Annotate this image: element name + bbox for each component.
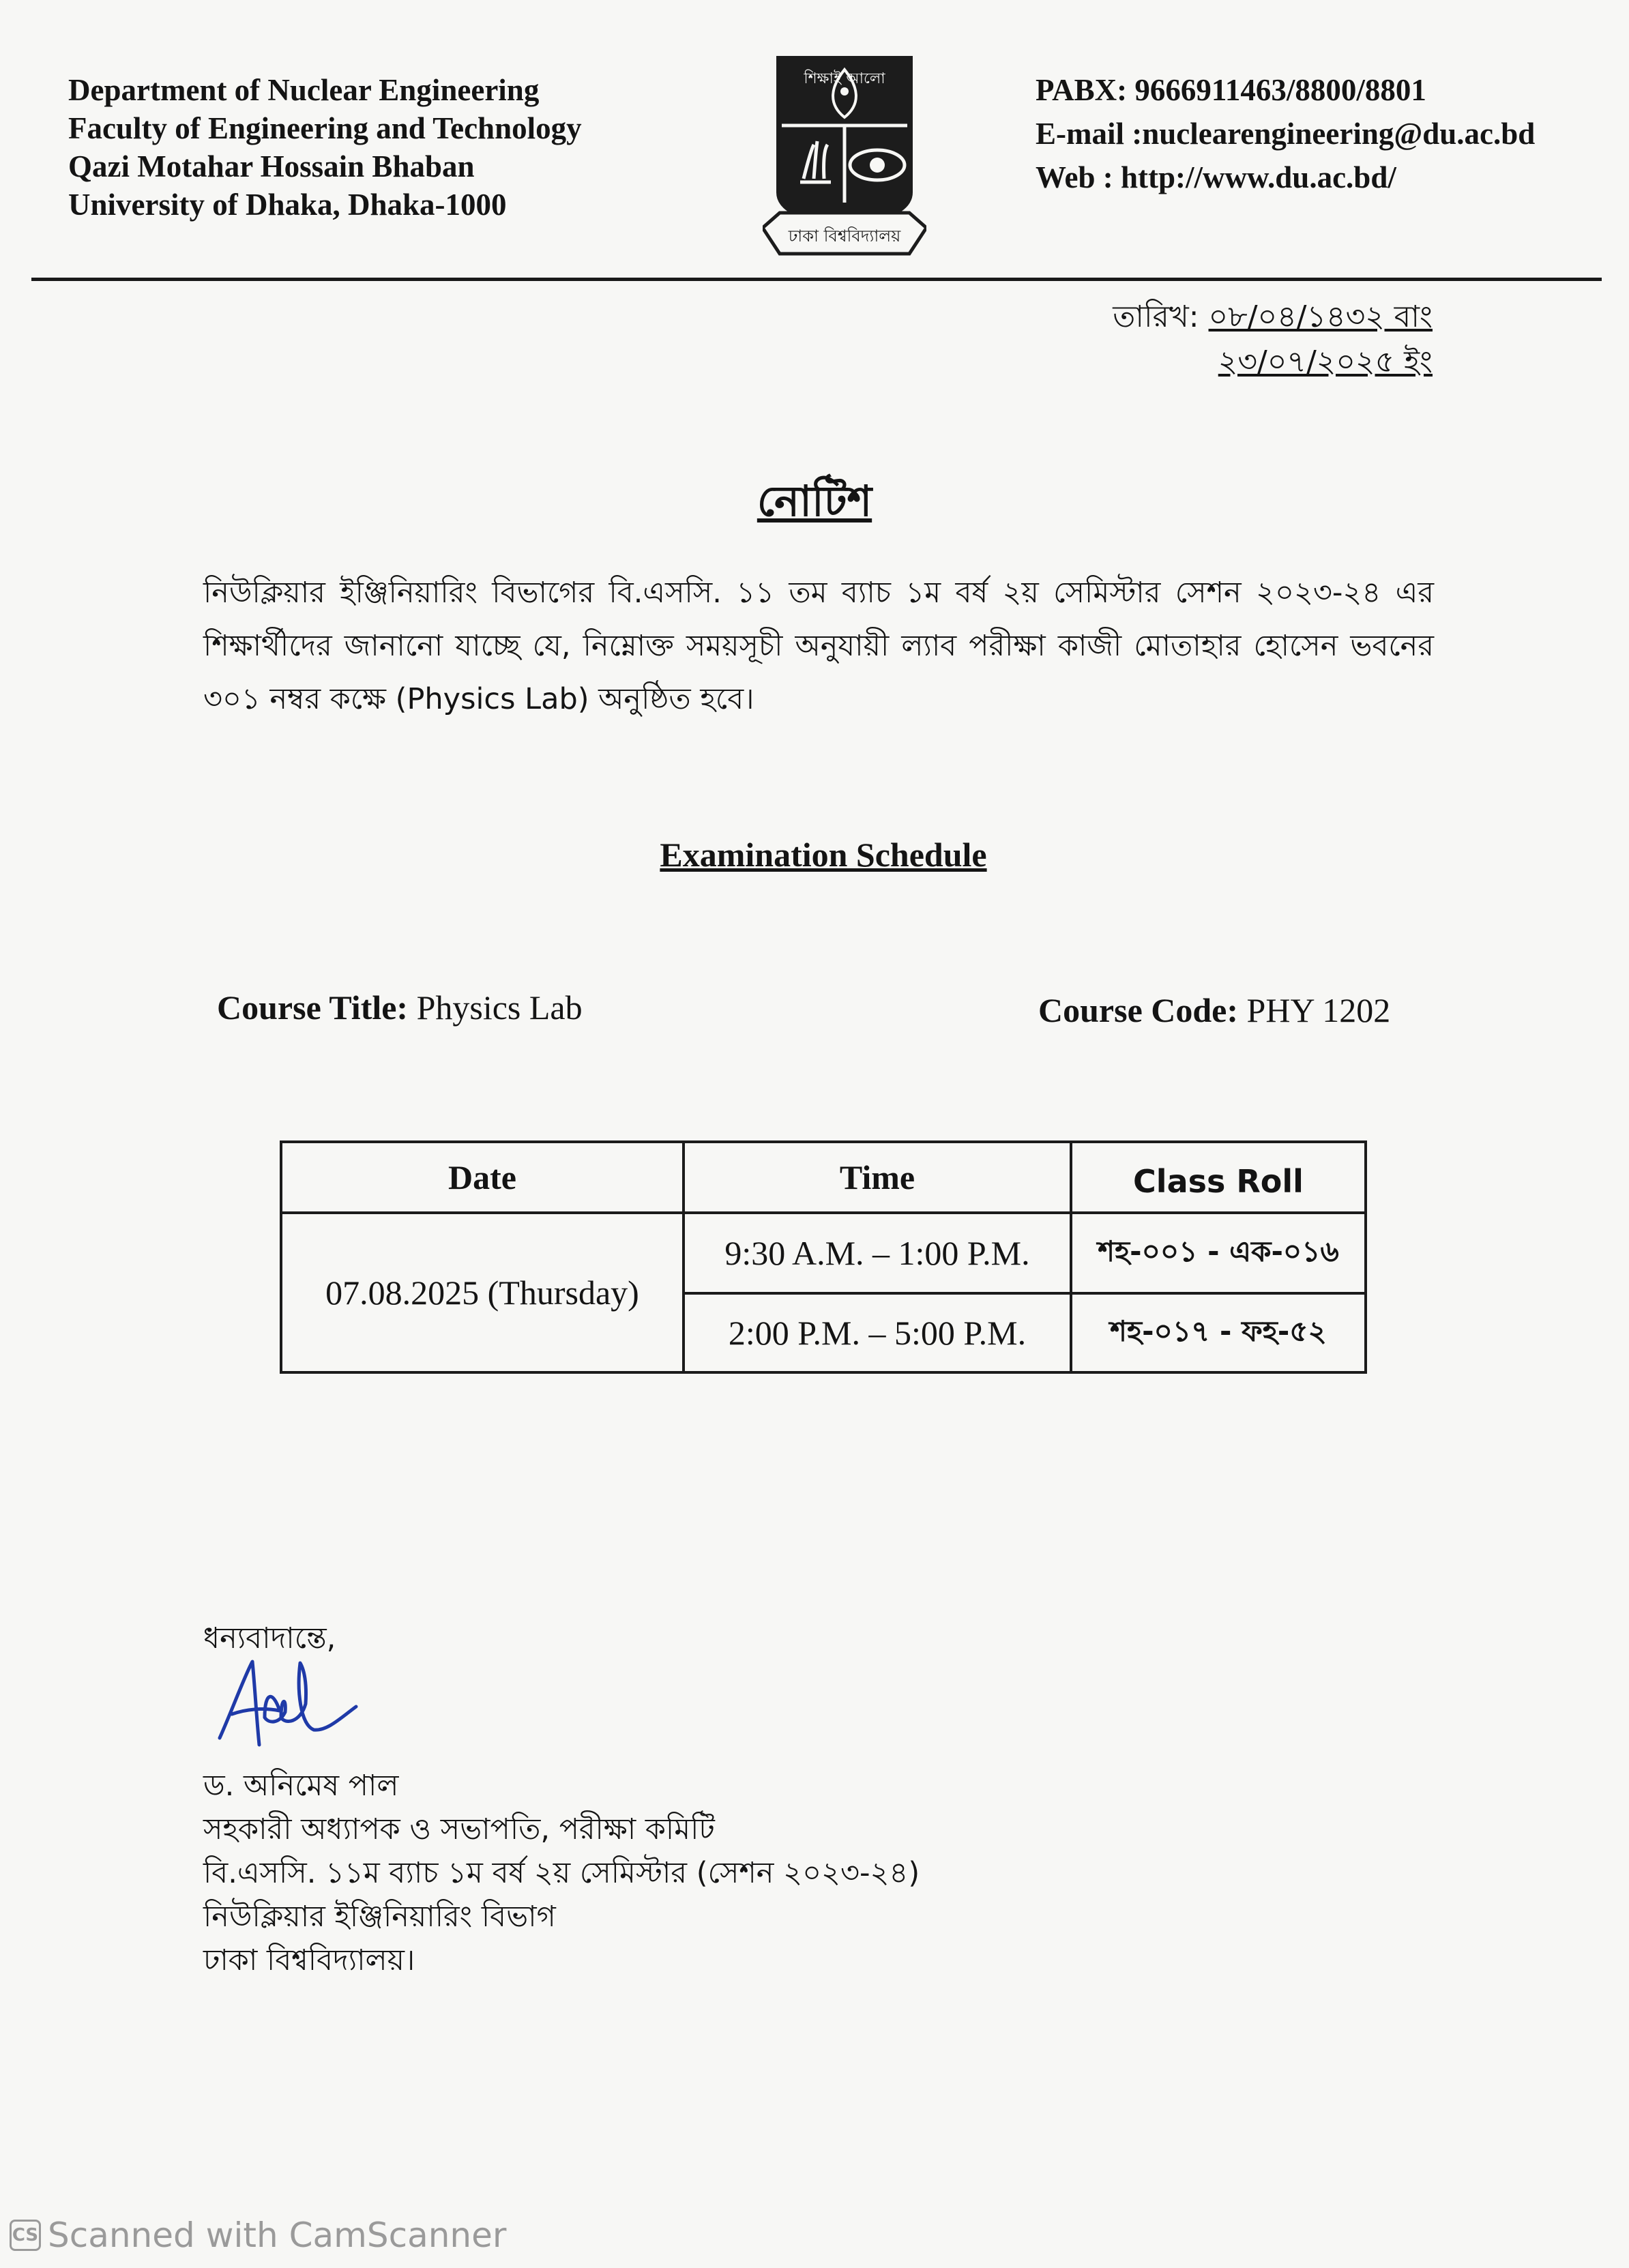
- signatory-designation: সহকারী অধ্যাপক ও সভাপতি, পরীক্ষা কমিটি: [203, 1812, 715, 1846]
- course-title-label: Course Title:: [217, 988, 409, 1027]
- closing-greeting: ধন্যবাদান্তে,: [203, 1621, 336, 1655]
- camscanner-watermark: [10, 2215, 506, 2255]
- header-divider: [31, 278, 1602, 281]
- crest-motto: শিক্ষাই আলো: [804, 70, 885, 87]
- exam-schedule-table: [280, 1140, 1367, 1374]
- roll-range-1: শহ-০০১ - এক-০১৬: [1098, 1234, 1339, 1268]
- department-line: Department of Nuclear Engineering: [68, 73, 540, 107]
- web-line: Web : http://www.du.ac.bd/: [1036, 160, 1396, 194]
- course-title: [217, 988, 583, 1027]
- building-line: Qazi Motahar Hossain Bhaban: [68, 149, 475, 183]
- signatory-block: [203, 1764, 920, 1982]
- university-crest-logo: [763, 49, 926, 261]
- signatory-university: ঢাকা বিশ্ববিদ্যালয়।: [203, 1943, 415, 1977]
- course-title-value: Physics Lab: [408, 988, 583, 1027]
- date-english: ২৩/০৭/২০২৫ ইং: [1218, 344, 1433, 379]
- department-address: [68, 71, 582, 224]
- course-code-value: PHY 1202: [1238, 991, 1391, 1029]
- notice-date: [1113, 295, 1433, 385]
- handwritten-signature: [205, 1649, 368, 1758]
- date-bangla: ০৮/০৪/১৪৩২ বাং: [1208, 299, 1433, 334]
- camscanner-logo-icon: CS: [10, 2220, 41, 2251]
- course-code-label: Course Code:: [1038, 991, 1239, 1029]
- contact-info: [1036, 68, 1535, 199]
- faculty-line: Faculty of Engineering and Technology: [68, 111, 582, 145]
- notice-body: নিউক্লিয়ার ইঞ্জিনিয়ারিং বিভাগের বি.এসসি. ১১ তম ব্যাচ ১ম বর্ষ ২য় সেমিস্টার সেশন ২০২৩-২৪ এর শিক্ষার্থীদের জানানো যাচ্ছে যে, নিম্নোক্ত সময়সূচী অনুযায়ী ল্যাব পরীক্ষা কাজী মোতাহার হোসেন ভবনের ৩০১ নম্বর কক্ষে (Physics Lab) অনুষ্ঠিত হবে।: [203, 576, 1434, 716]
- course-code: [1038, 990, 1390, 1030]
- camscanner-text: Scanned with CamScanner: [48, 2215, 507, 2255]
- exam-schedule-title: Examination Schedule: [660, 836, 987, 874]
- email-line: E-mail :nuclearengineering@du.ac.bd: [1036, 117, 1536, 151]
- exam-date-cell: 07.08.2025 (Thursday): [325, 1273, 639, 1312]
- university-line: University of Dhaka, Dhaka-1000: [68, 188, 507, 222]
- header-class-roll: Class Roll: [1133, 1163, 1304, 1200]
- time-slot-1: 9:30 A.M. – 1:00 P.M.: [724, 1234, 1030, 1272]
- crest-banner: ঢাকা বিশ্ববিদ্যালয়: [788, 226, 901, 246]
- roll-range-2: শহ-০১৭ - ফহ-৫২: [1110, 1314, 1327, 1348]
- notice-title: নোটিশ: [757, 476, 872, 526]
- signatory-program: বি.এসসি. ১১ম ব্যাচ ১ম বর্ষ ২য় সেমিস্টার (সেশন ২০২৩-২৪): [203, 1856, 920, 1890]
- signatory-name: ড. অনিমেষ পাল: [203, 1769, 399, 1803]
- header-date: Date: [448, 1158, 516, 1196]
- signatory-department: নিউক্লিয়ার ইঞ্জিনিয়ারিং বিভাগ: [203, 1900, 556, 1934]
- date-label: তারিখ:: [1113, 299, 1209, 334]
- header-time: Time: [839, 1158, 915, 1196]
- time-slot-2: 2:00 P.M. – 5:00 P.M.: [728, 1314, 1027, 1352]
- pabx-line: PABX: 9666911463/8800/8801: [1036, 73, 1426, 107]
